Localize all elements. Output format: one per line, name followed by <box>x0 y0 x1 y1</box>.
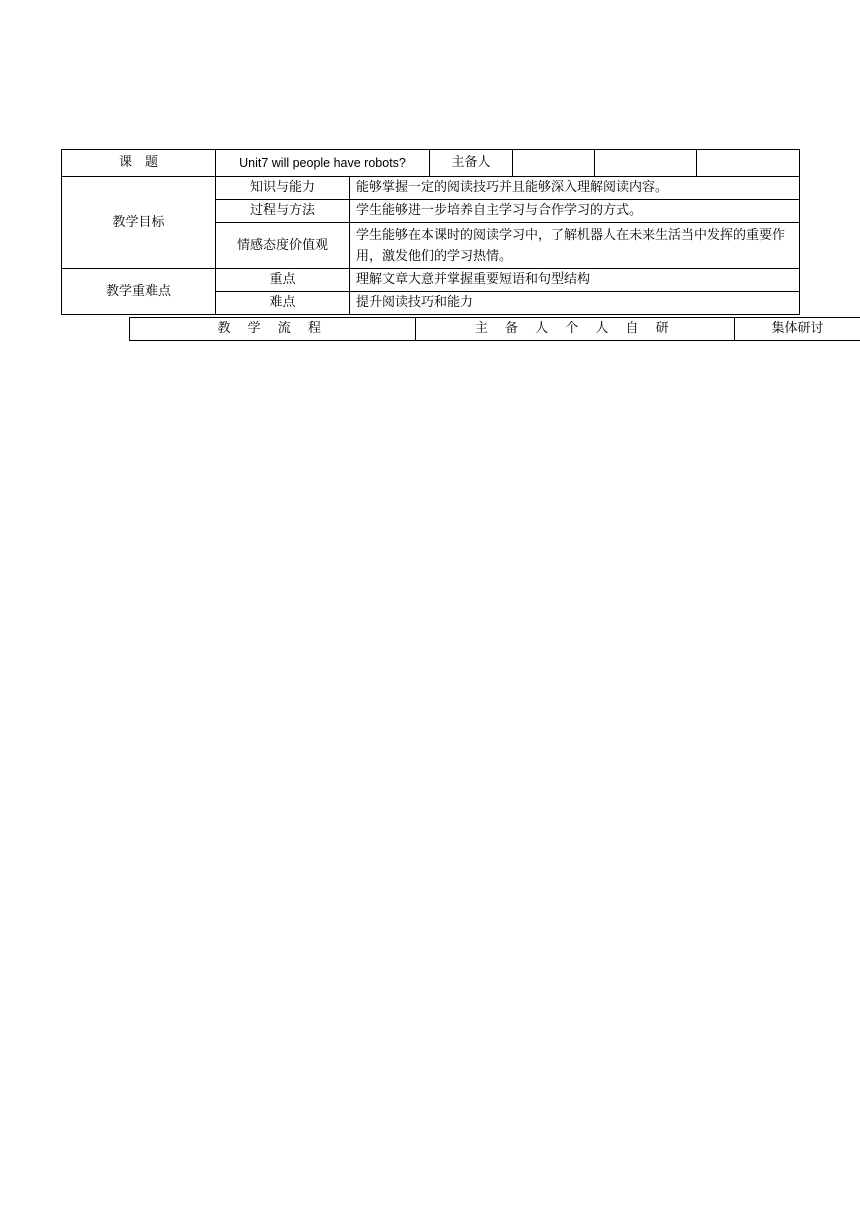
flow-header-row <box>130 318 860 341</box>
goal-row-value: 能够掌握一定的阅读技巧并且能够深入理解阅读内容。 <box>350 177 800 200</box>
preparer-label: 主备人 <box>430 150 513 177</box>
teaching-flow-table <box>129 317 860 341</box>
key-point-row <box>62 269 800 292</box>
goal-row-label: 情感态度价值观 <box>216 223 350 269</box>
key-point-label: 难点 <box>216 292 350 315</box>
goal-row <box>62 177 800 200</box>
key-point-label: 重点 <box>216 269 350 292</box>
flow-col-process: 教 学 流 程 <box>130 318 416 341</box>
flow-col-self-study: 主 备 人 个 人 自 研 <box>416 318 735 341</box>
goal-row-value: 学生能够在本课时的阅读学习中，了解机器人在未来生活当中发挥的重要作用，激发他们的学习热情。 <box>350 223 800 269</box>
key-point-value: 理解文章大意并掌握重要短语和句型结构 <box>350 269 800 292</box>
key-point-value: 提升阅读技巧和能力 <box>350 292 800 315</box>
goal-row-label: 过程与方法 <box>216 200 350 223</box>
goal-row-value: 学生能够进一步培养自主学习与合作学习的方式。 <box>350 200 800 223</box>
key-points-label: 教学重难点 <box>62 269 216 315</box>
blank-cell <box>697 150 800 177</box>
lesson-plan-table <box>61 149 800 315</box>
flow-col-group-discussion: 集体研讨 <box>735 318 860 341</box>
preparer-value-cell <box>513 150 595 177</box>
topic-value: Unit7 will people have robots? <box>216 150 430 177</box>
topic-row <box>62 150 800 177</box>
goals-label: 教学目标 <box>62 177 216 269</box>
goal-row-label: 知识与能力 <box>216 177 350 200</box>
topic-label: 课 题 <box>62 150 216 177</box>
blank-cell <box>595 150 697 177</box>
